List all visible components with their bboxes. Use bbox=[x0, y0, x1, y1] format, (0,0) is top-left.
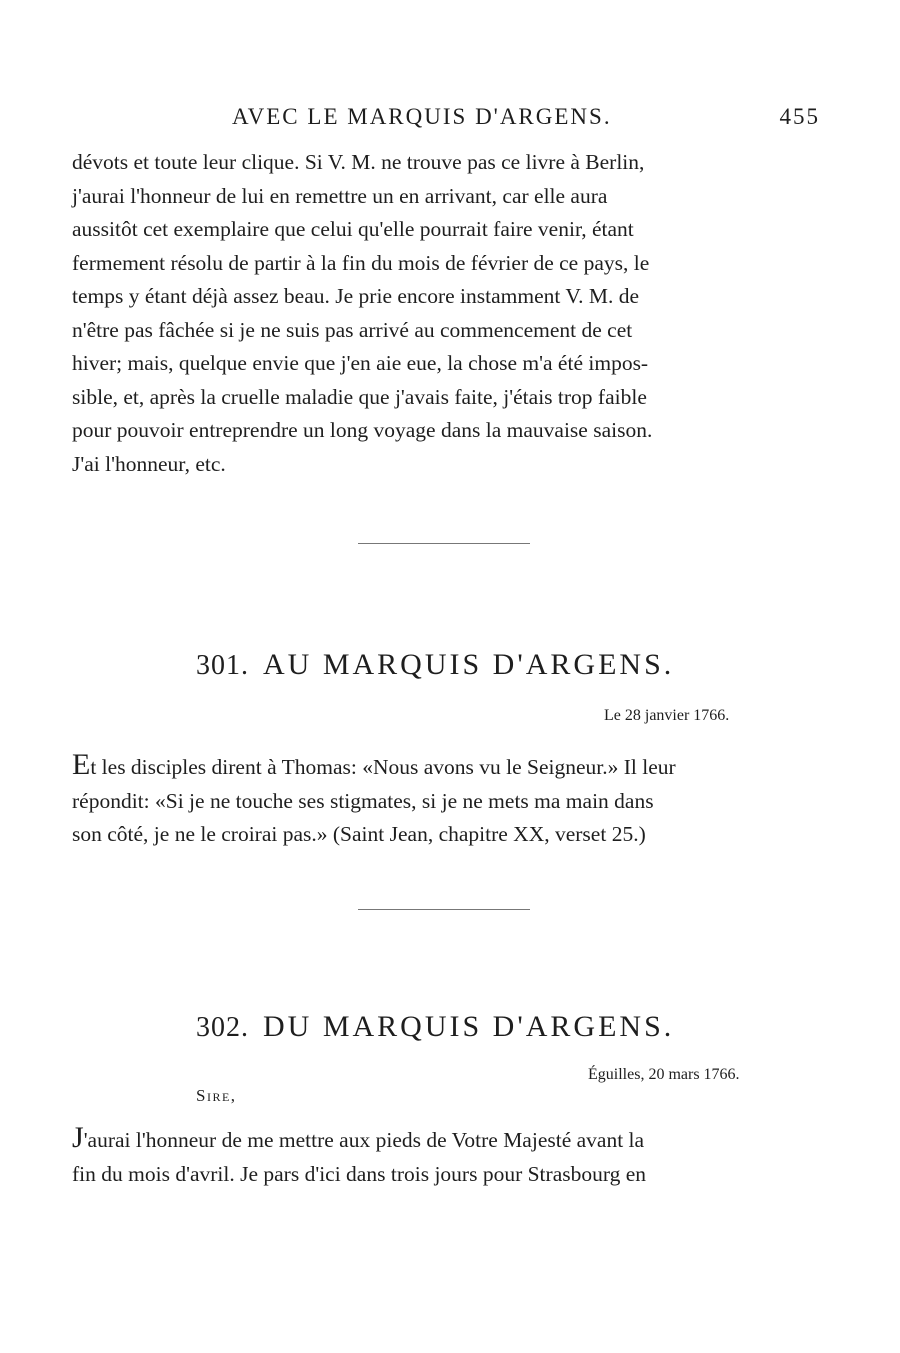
text-line: dévots et toute leur clique. Si V. M. ne trouve pas ce livre à Berlin, bbox=[72, 150, 645, 174]
letter-302-body bbox=[72, 1121, 820, 1191]
initial-letter: J bbox=[72, 1121, 84, 1154]
letter-301-heading bbox=[196, 648, 674, 682]
text-line: J'aurai l'honneur de me mettre aux pieds de Votre Majesté avant la bbox=[72, 1121, 645, 1154]
letter-301-date: Le 28 janvier 1766. bbox=[604, 707, 730, 724]
text-line: temps y étant déjà assez beau. Je prie encore instamment V. M. de bbox=[72, 284, 639, 308]
text-line: répondit: «Si je ne touche ses stigmates, si je ne mets ma main dans bbox=[72, 788, 654, 813]
text-line: son côté, je ne le croirai pas.» (Saint Jean, chapitre XX, verset 25.) bbox=[72, 822, 646, 846]
text-line: fin du mois d'avril. Je pars d'ici dans trois jours pour Strasbourg en bbox=[72, 1161, 647, 1186]
text-line: hiver; mais, quelque envie que j'en aie eue, la chose m'a été impos- bbox=[72, 351, 649, 375]
letter-title: AU MARQUIS D'ARGENS. bbox=[263, 648, 675, 681]
letter-301-body bbox=[72, 748, 820, 852]
text-line: j'aurai l'honneur de lui en remettre un en arrivant, car elle aura bbox=[72, 183, 608, 208]
running-head bbox=[0, 104, 900, 134]
letter-302-heading bbox=[196, 1010, 674, 1044]
text-line: pour pouvoir entreprendre un long voyage dans la mauvaise saison. bbox=[72, 418, 653, 442]
text-line: fermement résolu de partir à la fin du mois de février de ce pays, le bbox=[72, 250, 650, 275]
text-line: J'ai l'honneur, etc. bbox=[72, 451, 226, 476]
running-head-title: AVEC LE MARQUIS D'ARGENS. bbox=[232, 104, 612, 129]
text-line: sible, et, après la cruelle maladie que j'avais faite, j'étais trop faible bbox=[72, 384, 647, 409]
section-divider bbox=[358, 543, 530, 544]
letter-number: 302. bbox=[196, 1012, 249, 1043]
text-line: Et les disciples dirent à Thomas: «Nous avons vu le Seigneur.» Il leur bbox=[72, 748, 676, 781]
page-number: 455 bbox=[779, 104, 820, 129]
section-divider bbox=[358, 909, 530, 910]
salutation: Sire, bbox=[196, 1086, 237, 1105]
letter-number: 301. bbox=[196, 650, 249, 681]
text-line: n'être pas fâchée si je ne suis pas arrivé au commencement de cet bbox=[72, 317, 633, 342]
initial-letter: E bbox=[72, 748, 91, 781]
text-line: aussitôt cet exemplaire que celui qu'elle pourrait faire venir, étant bbox=[72, 217, 634, 241]
letter-300-continuation bbox=[72, 146, 820, 481]
letter-title: DU MARQUIS D'ARGENS. bbox=[263, 1010, 675, 1043]
letter-302-date: Éguilles, 20 mars 1766. bbox=[588, 1066, 740, 1083]
